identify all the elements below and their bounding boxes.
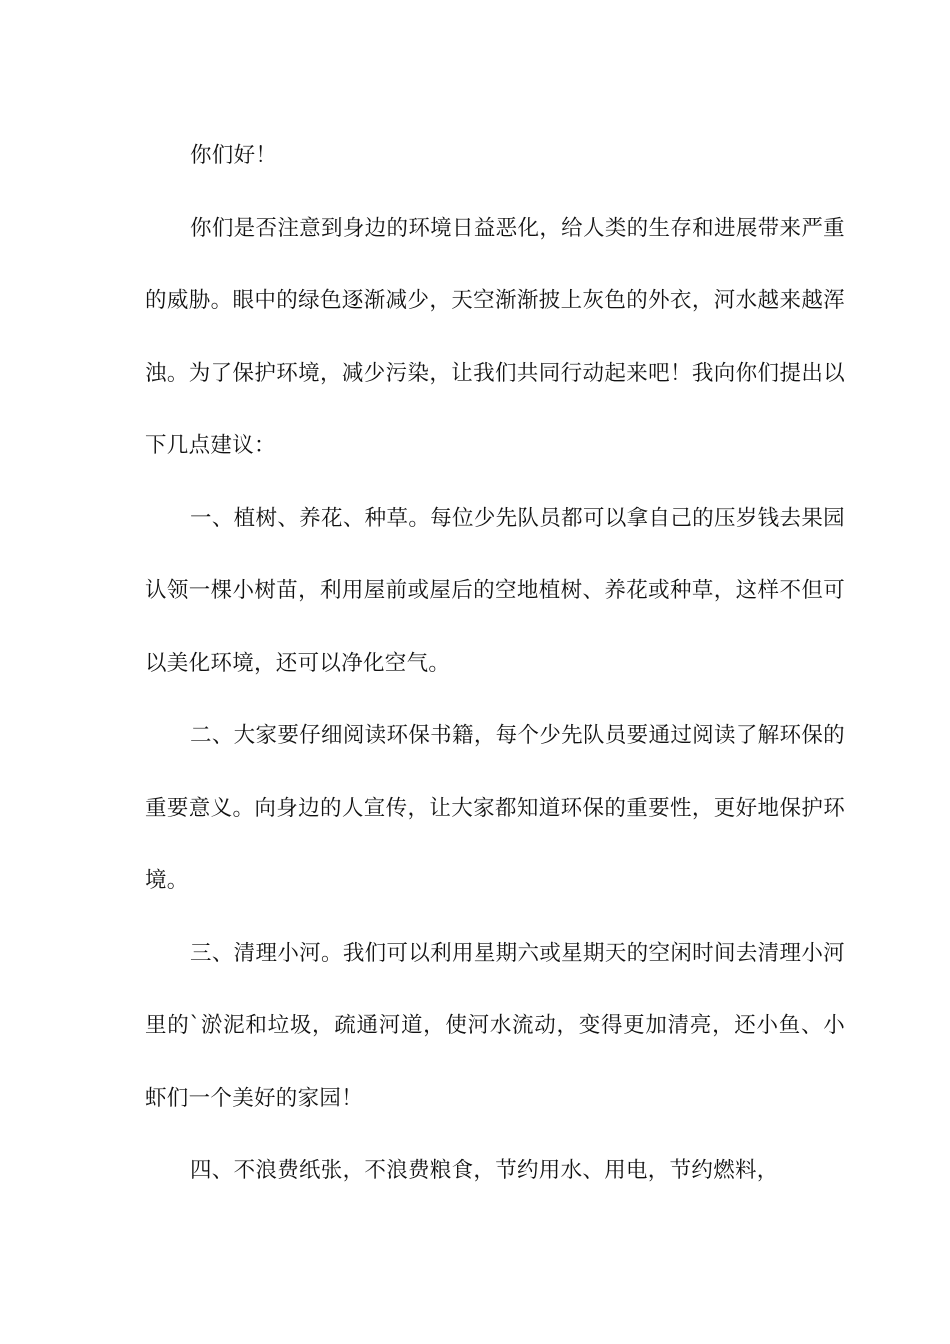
suggestion-three-paragraph: 三、清理小河。我们可以利用星期六或星期天的空闲时间去清理小河里的`淤泥和垃圾，疏通河道，使河水流动，变得更加清亮，还小鱼、小虾们一个美好的家园！ (145, 940, 845, 1111)
suggestion-two-paragraph: 二、大家要仔细阅读环保书籍，每个少先队员要通过阅读了解环保的重要意义。向身边的人宣传，让大家都知道环保的重要性，更好地保护环境。 (145, 723, 845, 893)
suggestion-one-paragraph: 一、植树、养花、种草。每位少先队员都可以拿自己的压岁钱去果园认领一棵小树苗，利用屋前或屋后的空地植树、养花或种草，这样不但可以美化环境，还可以净化空气。 (145, 505, 845, 676)
suggestion-four-paragraph: 四、不浪费纸张，不浪费粮食，节约用水、用电，节约燃料， (190, 1158, 779, 1183)
document-body (145, 120, 845, 1208)
greeting-paragraph: 你们好！ (190, 143, 278, 168)
intro-paragraph: 你们是否注意到身边的环境日益恶化，给人类的生存和进展带来严重的威胁。眼中的绿色逐渐减少，天空渐渐披上灰色的外衣，河水越来越浑浊。为了保护环境，减少污染，让我们共同行动起来吧！我向你们提出以下几点建议： (145, 215, 845, 458)
